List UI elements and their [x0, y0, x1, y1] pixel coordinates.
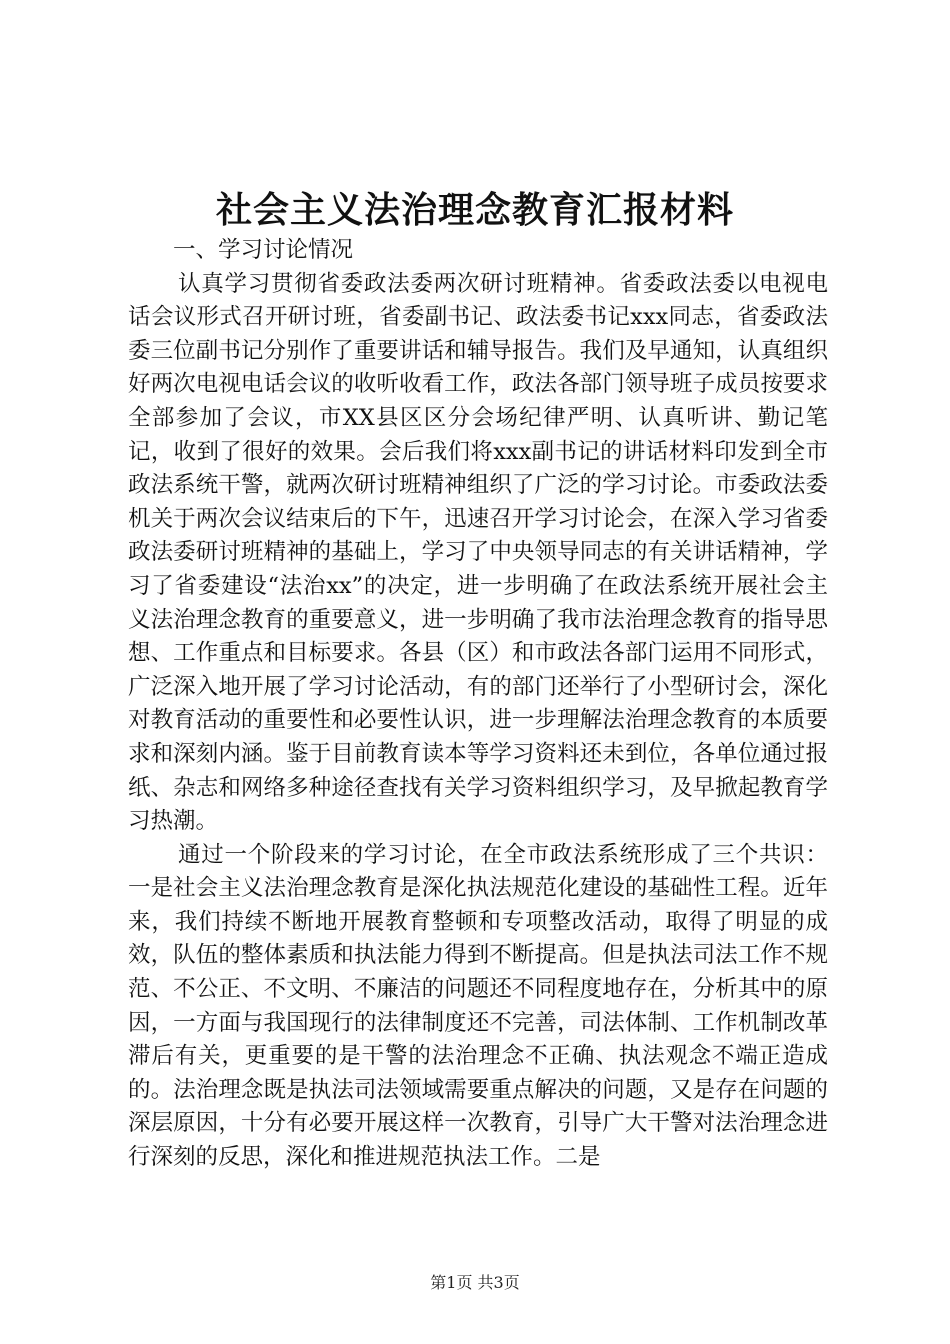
section-heading: 一、学习讨论情况 — [173, 237, 354, 263]
page-number-footer: 第1页 共3页 — [430, 1273, 520, 1292]
document-title: 社会主义法治理念教育汇报材料 — [215, 189, 734, 231]
document-body — [128, 234, 828, 1175]
body-paragraph: 通过一个阶段来的学习讨论，在全市政法系统形成了三个共识：一是社会主义法治理念教育是深化执法规范化建设的基础性工程。近年来，我们持续不断地开展教育整顿和专项整改活动，取得了明显的成效，队伍的整体素质和执法能力得到不断提高。但是执法司法工作不规范、不公正、不文明、不廉洁的问题还不同程度地存在，分析其中的原因，一方面与我国现行的法律制度还不完善，司法体制、工作机制改革滞后有关，更重要的是干警的法治理念不正确、执法观念不端正造成的。法治理念既是执法司法领域需要重点解决的问题，又是存在问题的深层原因，十分有必要开展这样一次教育，引导广大干警对法治理念进行深刻的反思，深化和推进规范执法工作。二是 — [128, 841, 828, 1171]
body-paragraph: 认真学习贯彻省委政法委两次研讨班精神。省委政法委以电视电话会议形式召开研讨班，省委副书记、政法委书记xxx同志，省委政法委三位副书记分别作了重要讲话和辅导报告。我们及早通知，认真组织好两次电视电话会议的收听收看工作，政法各部门领导班子成员按要求全部参加了会议，市XX县区区分会场纪律严明、认真听讲、勤记笔记，收到了很好的效果。会后我们将xxx副书记的讲话材料印发到全市政法系统干警，就两次研讨班精神组织了广泛的学习讨论。市委政法委机关于两次会议结束后的下午，迅速召开学习讨论会，在深入学习省委政法委研讨班精神的基础上，学习了中央领导同志的有关讲话精神，学习了省委建设“法治xx”的决定，进一步明确了在政法系统开展社会主义法治理念教育的重要意义，进一步明确了我市法治理念教育的指导思想、工作重点和目标要求。各县（区）和市政法各部门运用不同形式，广泛深入地开展了学习讨论活动，有的部门还举行了小型研讨会，深化对教育活动的重要性和必要性认识，进一步理解法治理念教育的本质要求和深刻内涵。鉴于目前教育读本等学习资料还未到位，各单位通过报纸、杂志和网络多种途径查找有关学习资料组织学习，及早掀起教育学习热潮。 — [128, 270, 828, 835]
